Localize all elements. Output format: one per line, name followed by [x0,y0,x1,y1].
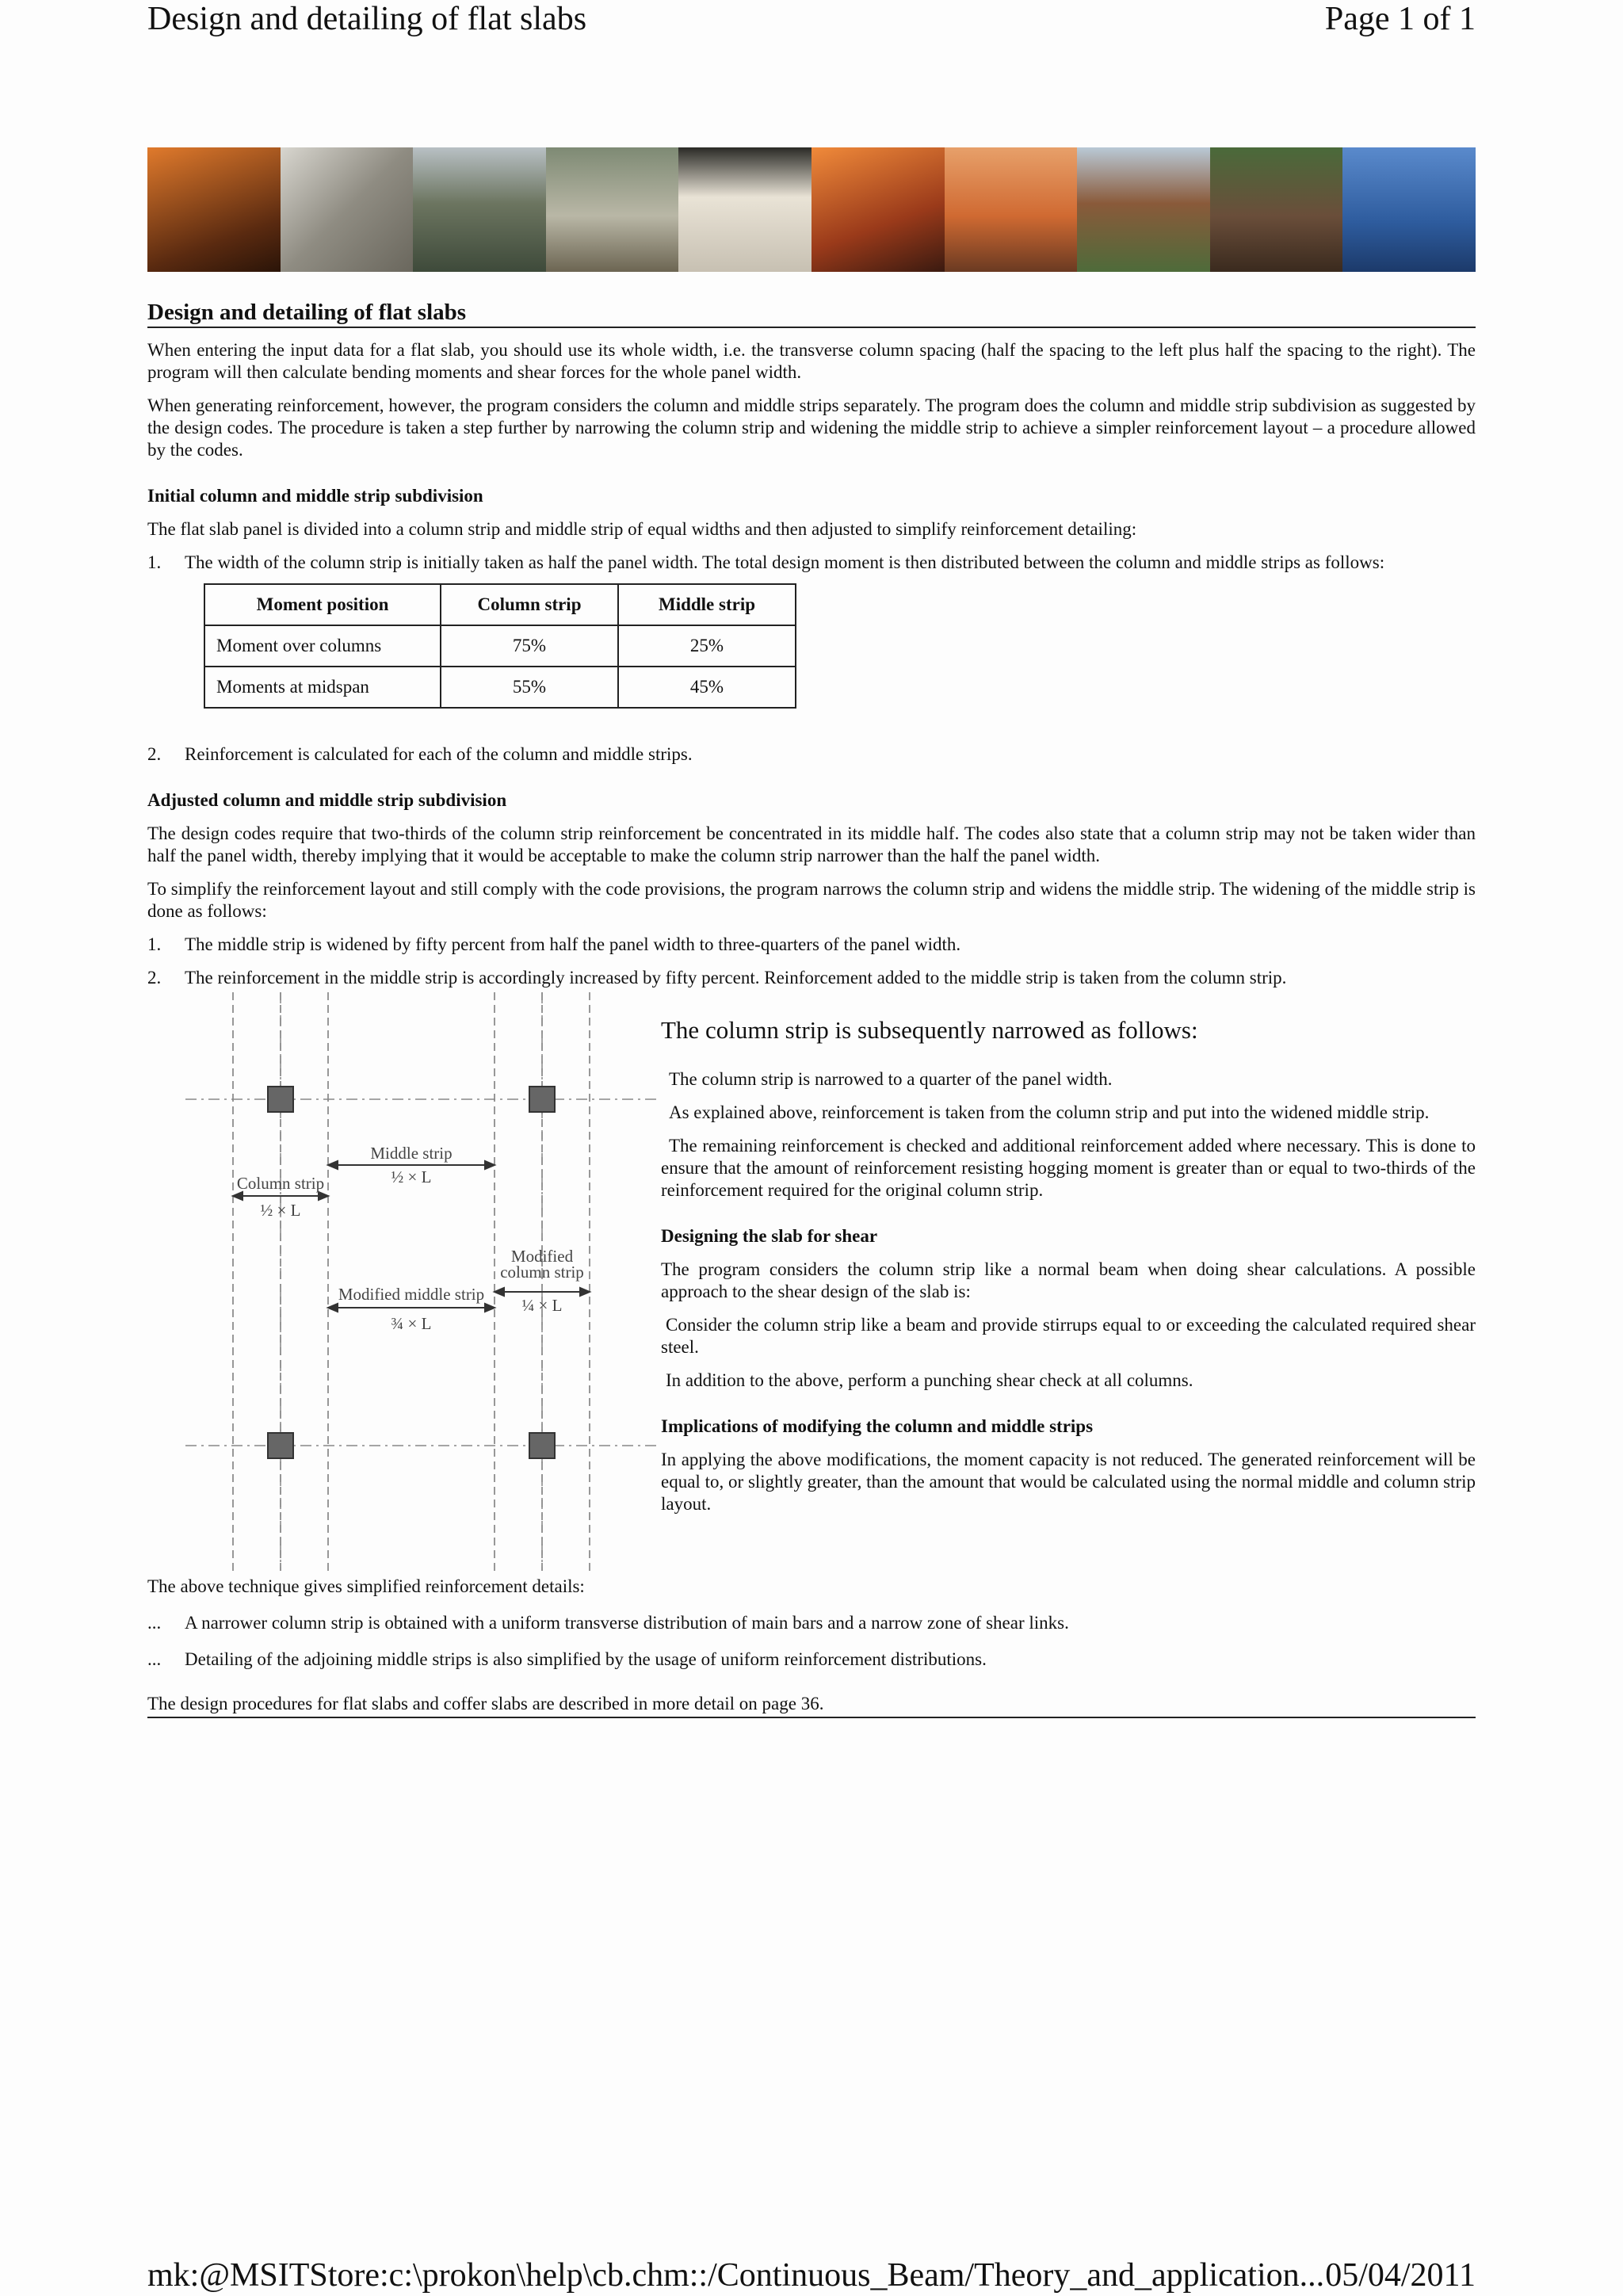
list-item [147,1612,1476,1634]
list-text: Reinforcement is calculated for each of the column and middle strips. [185,744,693,764]
grid-lines [233,992,590,1571]
banner-photo [413,147,546,272]
shear-step: In addition to the above, perform a punching shear check at all columns. [666,1370,1193,1390]
narrowing-lead: The column strip is subsequently narrowed as follows: [661,1016,1198,1044]
table-row [204,667,796,708]
section-paragraph: To simplify the reinforcement layout and still comply with the code provisions, the program narrows the column strip and widens the middle strip. The widening of the middle strip is done as follows: [147,879,1476,921]
column-square [268,1433,293,1458]
section-heading-initial: Initial column and middle strip subdivision [147,486,483,506]
narrowing-step: As explained above, reinforcement is taken from the column strip and put into the widened middle strip. [669,1102,1430,1122]
table-cell: 55% [441,667,618,708]
narrowing-step: The column strip is narrowed to a quarter of the panel width. [669,1069,1113,1089]
strip-diagram [185,992,661,1571]
section-paragraph: The program considers the column strip like a normal beam when doing shear calculations. A possible approach to the shear design of the slab is: [661,1259,1476,1301]
figure-and-text [147,992,1476,1571]
list-item [147,743,1476,766]
list-item [147,1648,1476,1671]
table-cell: 45% [618,667,796,708]
intro-paragraph-2: When generating reinforcement, however, the program considers the column and middle strips separately. The program does the column and middle strip subdivision as suggested by the design codes. The procedure is taken a step further by narrowing the column strip and widening the middle strip to achieve a simpler reinforcement layout – a procedure allowed by the codes. [147,395,1476,460]
label-middle-strip: Middle strip [370,1144,453,1163]
footnote: The design procedures for flat slabs and coffer slabs are described in more detail on page 36. [147,1693,1476,1718]
section-paragraph: In applying the above modifications, the moment capacity is not reduced. The generated reinforcement will be equal to, or slightly greater, than the amount that would be calculated using the normal middle and column strip layout. [661,1450,1476,1514]
list-number: 1. [147,934,162,954]
document-body [147,301,1476,1718]
column-square [529,1087,555,1112]
footer-date: 05/04/2011 [1325,2257,1476,2294]
banner-photo [945,147,1078,272]
table-header: Middle strip [618,584,796,625]
footer [147,2255,1476,2296]
bullet-mark: ... [147,1613,162,1633]
page-title: Design and detailing of flat slabs [147,301,1476,328]
list-text: The width of the column strip is initially taken as half the panel width. The total design moment is then distributed between the column and middle strips as follows: [185,552,1385,572]
banner-photo [678,147,812,272]
column-square [529,1433,555,1458]
moment-table [204,583,796,709]
list-number: 2. [147,744,162,764]
narrowing-step: The remaining reinforcement is checked and additional reinforcement added where necessary. This is done to ensure that the amount of reinforcement resisting hogging moment is greater than or equal to two-thirds of the reinforcement required for the original column strip. [661,1136,1476,1200]
summary-paragraph: The above technique gives simplified reinforcement details: [147,1576,585,1596]
section-paragraph: The flat slab panel is divided into a column strip and middle strip of equal widths and then adjusted to simplify reinforcement detailing: [147,519,1137,539]
page-number: Page 1 of 1 [1324,1,1476,37]
label-column-strip-dim: ½ × L [260,1201,301,1220]
label-modified-middle: Modified middle strip [338,1285,485,1304]
label-middle-strip-dim: ½ × L [391,1167,432,1186]
table-cell: Moments at midspan [204,667,441,708]
table-header: Column strip [441,584,618,625]
label-column-strip: Column strip [236,1174,325,1193]
section-heading-adjusted: Adjusted column and middle strip subdivision [147,790,507,810]
table-cell: 25% [618,625,796,667]
table-row [204,625,796,667]
list-item [147,934,1476,956]
list-text: Detailing of the adjoining middle strips is also simplified by the usage of uniform reinforcement distributions. [185,1649,987,1669]
list-text: The reinforcement in the middle strip is accordingly increased by fifty percent. Reinforcement added to the middle strip is taken from the column strip. [185,968,1287,988]
banner-photo [812,147,945,272]
centre-lines [185,992,661,1571]
banner-photo [1342,147,1476,272]
table-header-row [204,584,796,625]
footer-path: mk:@MSITStore:c:\prokon\help\cb.chm::/Continuous_Beam/Theory_and_application... [147,2257,1325,2294]
list-text: The middle strip is widened by fifty percent from half the panel width to three-quarters of the panel width. [185,934,961,954]
banner-photo [1077,147,1210,272]
section-paragraph: The design codes require that two-thirds of the column strip reinforcement be concentrated in its middle half. The codes also state that a column strip may not be taken wider than half the panel width, thereby implying that it would be acceptable to make the column strip narrower than the half the panel width. [147,823,1476,865]
header-title: Design and detailing of flat slabs [147,1,587,37]
list-item [147,967,1476,989]
banner-image [147,147,1476,272]
list-number: 1. [147,552,162,572]
list-number: 2. [147,968,162,988]
label-modified-column: Modified [510,1247,574,1266]
table-header: Moment position [204,584,441,625]
banner-photo [1210,147,1343,272]
bullet-mark: ... [147,1649,162,1669]
table-cell: Moment over columns [204,625,441,667]
label-modified-column-2: column strip [500,1263,584,1282]
section-heading-shear: Designing the slab for shear [661,1226,878,1246]
intro-paragraph-1: When entering the input data for a flat slab, you should use its whole width, i.e. the transverse column spacing (half the spacing to the left plus half the spacing to the right). The program will then calculate bending moments and shear forces for the whole panel width. [147,340,1476,382]
column-square [268,1087,293,1112]
banner-photo [281,147,414,272]
shear-step: Consider the column strip like a beam and provide stirrups equal to or exceeding the calculated required shear steel. [661,1315,1476,1357]
list-item [147,552,1476,574]
table-cell: 75% [441,625,618,667]
banner-photo [147,147,281,272]
right-column [661,992,1476,1571]
list-text: A narrower column strip is obtained with a uniform transverse distribution of main bars and a narrow zone of shear links. [185,1613,1069,1633]
section-heading-implications: Implications of modifying the column and middle strips [661,1416,1094,1436]
banner-photo [546,147,679,272]
label-modified-column-dim: ¼ × L [521,1296,563,1315]
label-modified-middle-dim: ¾ × L [391,1314,432,1333]
